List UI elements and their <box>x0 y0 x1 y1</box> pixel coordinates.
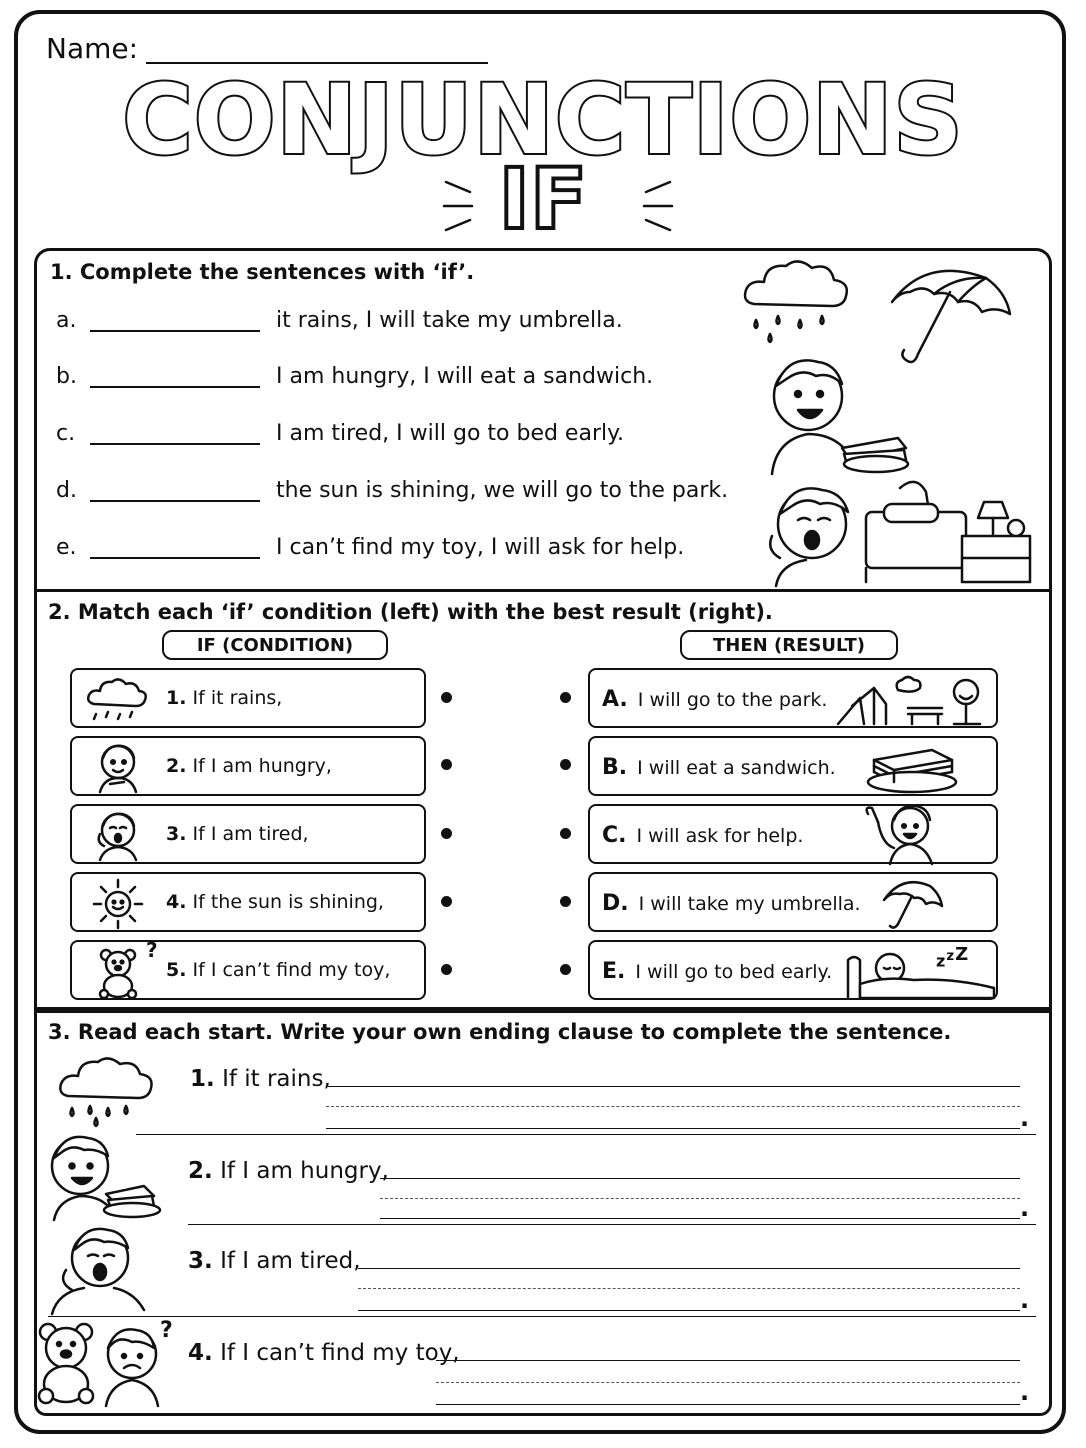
blank-field-a[interactable] <box>90 330 260 332</box>
row-divider <box>48 1316 1036 1317</box>
period-mark: . <box>1020 1104 1030 1132</box>
result-dot-b[interactable] <box>560 759 571 770</box>
worksheet-subtitle: IF <box>498 150 588 248</box>
question-mark: ? <box>160 1318 173 1343</box>
period-mark: . <box>1020 1286 1030 1314</box>
condition-number: 4. <box>166 891 187 913</box>
sentence-text: it rains, I will take my umbrella. <box>276 308 623 333</box>
prompt-number: 1. <box>190 1066 215 1092</box>
question-mark: ? <box>146 938 158 962</box>
condition-number: 2. <box>166 755 187 777</box>
result-card-b[interactable] <box>588 736 998 796</box>
condition-number: 5. <box>166 959 187 981</box>
answer-line-4b[interactable] <box>436 1404 1020 1405</box>
condition-column-header: IF (CONDITION) <box>162 630 388 660</box>
result-dot-e[interactable] <box>560 964 571 975</box>
section-2-heading: 2. Match each ‘if’ condition (left) with the best result (right). <box>48 600 773 624</box>
answer-line-3b[interactable] <box>358 1310 1020 1311</box>
answer-guide-3 <box>358 1288 1020 1289</box>
sentence-text: I am tired, I will go to bed early. <box>276 421 624 446</box>
rain-cloud-icon <box>86 676 148 724</box>
result-card-d[interactable] <box>588 872 998 932</box>
prompt-number: 2. <box>188 1158 213 1184</box>
condition-card-2[interactable] <box>70 736 426 796</box>
prompt-text: If I can’t find my toy, <box>220 1340 460 1366</box>
condition-dot-1[interactable] <box>441 692 452 703</box>
prompt-2 <box>188 1158 389 1184</box>
prompt-3 <box>188 1248 361 1274</box>
sentence-text: I am hungry, I will eat a sandwich. <box>276 364 654 389</box>
condition-card-1[interactable] <box>70 668 426 728</box>
park-icon <box>834 674 994 726</box>
condition-text: If the sun is shining, <box>192 891 384 913</box>
result-letter: C. <box>602 823 627 848</box>
result-letter: E. <box>602 959 626 984</box>
prompt-number: 3. <box>188 1248 213 1274</box>
sun-icon <box>92 878 144 930</box>
yawning-boy-bed-icon <box>766 478 1036 588</box>
prompt-4 <box>188 1340 460 1366</box>
section-1-heading: 1. Complete the sentences with ‘if’. <box>50 260 475 284</box>
answer-line-3a[interactable] <box>358 1268 1020 1269</box>
row-letter: a. <box>56 308 77 333</box>
answer-line-1b[interactable] <box>326 1128 1020 1129</box>
result-text: I will go to bed early. <box>635 961 833 983</box>
result-text: I will eat a sandwich. <box>637 757 836 779</box>
yawning-boy-icon <box>92 810 144 862</box>
blank-field-c[interactable] <box>90 443 260 445</box>
condition-card-5[interactable] <box>70 940 426 1000</box>
prompt-1 <box>190 1066 331 1092</box>
answer-line-2b[interactable] <box>380 1218 1020 1219</box>
condition-text: If I am hungry, <box>192 755 332 777</box>
sleeping-boy-bed-icon <box>844 942 996 1000</box>
rain-cloud-icon <box>58 1052 158 1128</box>
row-letter: c. <box>56 421 76 446</box>
answer-guide-4 <box>436 1382 1020 1383</box>
result-text: I will ask for help. <box>636 825 804 847</box>
boy-eating-icon <box>94 742 144 794</box>
result-card-a[interactable] <box>588 668 998 728</box>
condition-text: If it rains, <box>192 687 283 709</box>
section-3-heading: 3. Read each start. Write your own ending clause to complete the sentence. <box>48 1020 952 1044</box>
result-dot-c[interactable] <box>560 828 571 839</box>
sentence-text: the sun is shining, we will go to the park. <box>276 478 729 503</box>
condition-dot-4[interactable] <box>441 896 452 907</box>
zzz-icon: $z^{zZ}$ <box>936 944 970 971</box>
waving-boy-icon <box>860 800 950 864</box>
answer-guide-2 <box>380 1198 1020 1199</box>
result-text: I will take my umbrella. <box>638 893 861 915</box>
result-letter: B. <box>602 755 628 780</box>
answer-line-2a[interactable] <box>380 1178 1020 1179</box>
answer-guide-1 <box>326 1106 1020 1107</box>
prompt-text: If it rains, <box>222 1066 331 1092</box>
result-letter: D. <box>602 891 629 916</box>
row-letter: e. <box>56 535 77 560</box>
sparkle-right-icon <box>640 176 680 236</box>
row-divider <box>136 1134 1036 1135</box>
result-card-c[interactable] <box>588 804 998 864</box>
result-letter: A. <box>602 687 628 712</box>
teddy-bear-confused-boy-icon <box>36 1320 170 1406</box>
period-mark: . <box>1020 1378 1030 1406</box>
boy-eating-sandwich-icon <box>758 350 918 480</box>
period-mark: . <box>1020 1194 1030 1222</box>
condition-text: If I can’t find my toy, <box>192 959 391 981</box>
worksheet-title: CONJUNCTIONS <box>122 64 964 176</box>
condition-dot-2[interactable] <box>441 759 452 770</box>
prompt-number: 4. <box>188 1340 213 1366</box>
row-letter: d. <box>56 478 77 503</box>
blank-field-e[interactable] <box>90 557 260 559</box>
result-dot-a[interactable] <box>560 692 571 703</box>
condition-card-4[interactable] <box>70 872 426 932</box>
sentence-text: I can’t find my toy, I will ask for help. <box>276 535 685 560</box>
condition-text: If I am tired, <box>192 823 309 845</box>
sandwich-icon <box>862 742 962 794</box>
section-3-box <box>34 1010 1052 1416</box>
row-letter: b. <box>56 364 77 389</box>
yawning-boy-icon <box>44 1222 154 1314</box>
prompt-text: If I am hungry, <box>220 1158 389 1184</box>
result-dot-d[interactable] <box>560 896 571 907</box>
blank-field-b[interactable] <box>90 386 260 388</box>
condition-dot-5[interactable] <box>441 964 452 975</box>
teddy-bear-icon <box>92 946 144 998</box>
condition-card-3[interactable] <box>70 804 426 864</box>
boy-eating-sandwich-icon <box>40 1130 170 1222</box>
row-divider <box>188 1224 1036 1225</box>
condition-number: 1. <box>166 687 187 709</box>
answer-line-1a[interactable] <box>326 1086 1020 1087</box>
name-label: Name: <box>46 32 139 65</box>
result-text: I will go to the park. <box>637 689 828 711</box>
rain-cloud-icon <box>742 254 852 344</box>
condition-number: 3. <box>166 823 187 845</box>
result-card-e[interactable] <box>588 940 998 1000</box>
answer-line-4a[interactable] <box>436 1360 1020 1361</box>
result-column-header: THEN (RESULT) <box>680 630 898 660</box>
prompt-text: If I am tired, <box>220 1248 361 1274</box>
umbrella-icon <box>880 878 944 930</box>
blank-field-d[interactable] <box>90 500 260 502</box>
condition-dot-3[interactable] <box>441 828 452 839</box>
